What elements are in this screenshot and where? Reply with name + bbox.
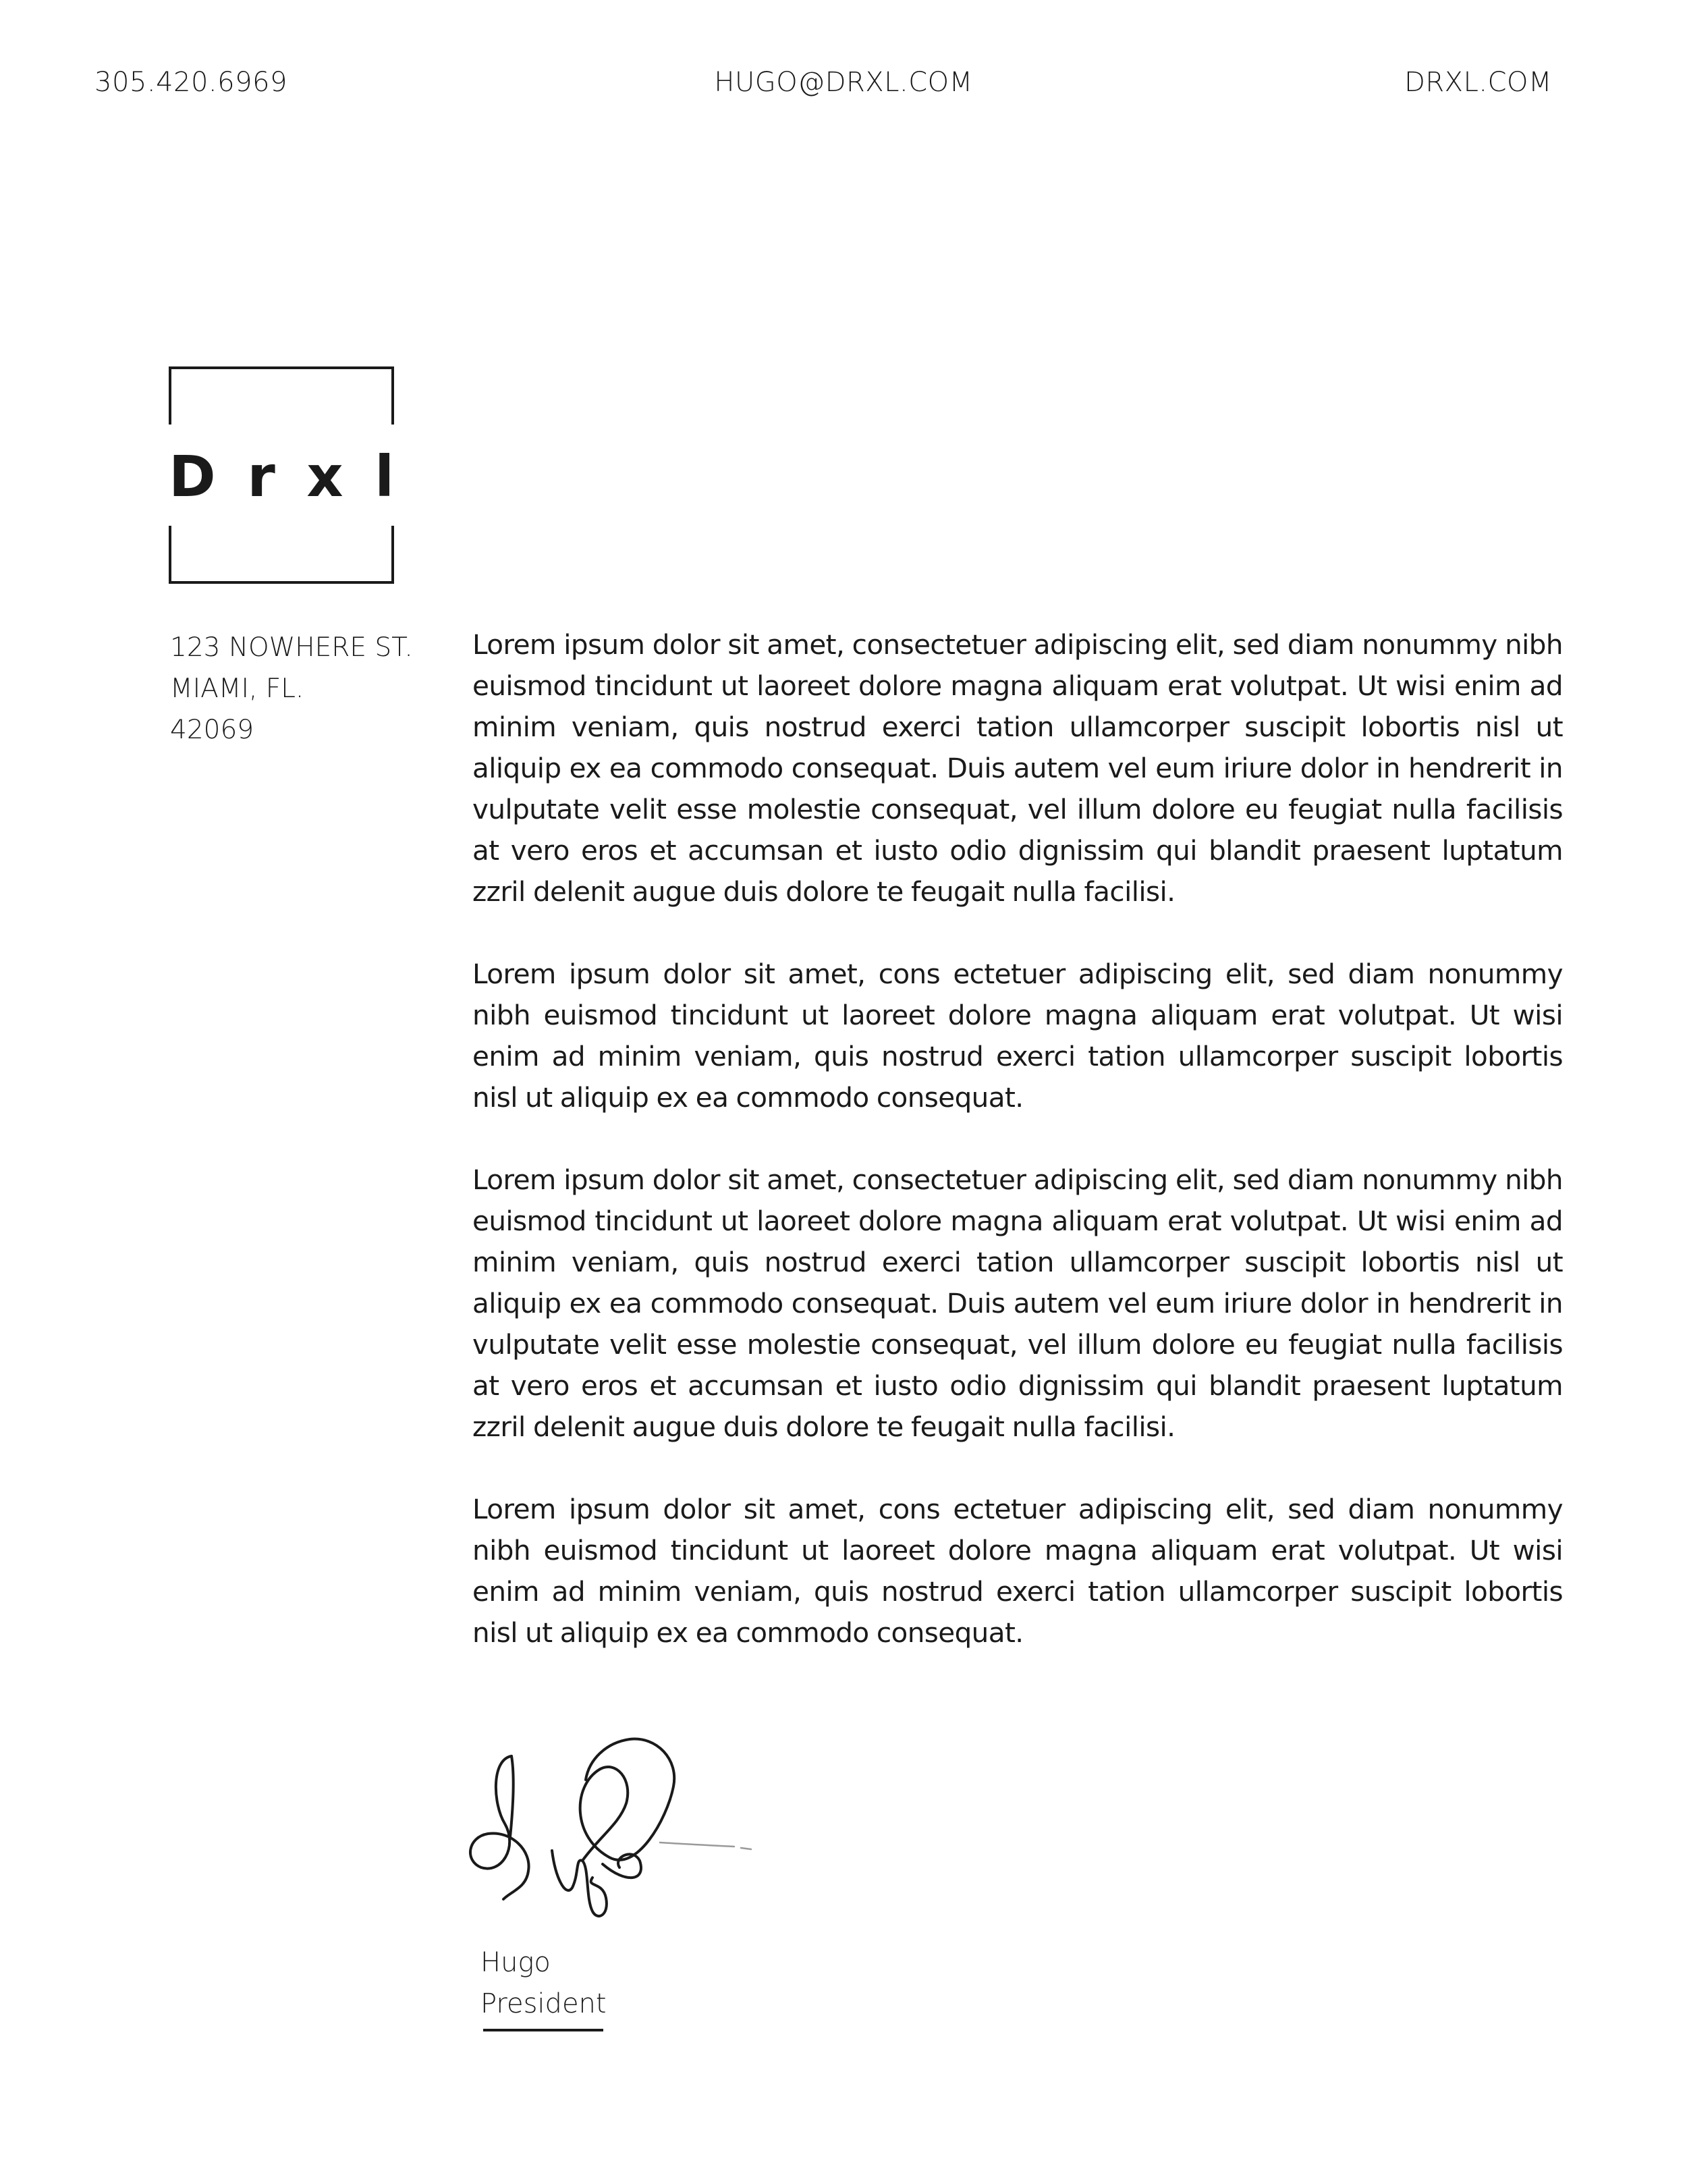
logo-letter-d: D [169, 443, 216, 510]
signer-underline [483, 2029, 603, 2031]
logo-letter-r: r [247, 443, 275, 510]
address-street: 123 NOWHERE ST. [170, 632, 413, 663]
body-paragraph-2: Lorem ipsum dolor sit amet, cons ectetuer adipiscing elit, sed diam nonummy nibh euismod tincidunt ut laoreet dolore magna aliquam erat volutpat. Ut wisi enim ad minim veniam, quis nostrud exerci tation ullamcorper suscipit lobortis nisl ut aliquip ex ea commodo consequat. [472, 958, 1563, 1114]
logo-letter-x: x [306, 443, 343, 510]
letter-body [472, 624, 1563, 1695]
address-zip: 42069 [170, 715, 254, 745]
contact-email: HUGO@DRXL.COM [714, 67, 973, 98]
signer-name: Hugo [480, 1947, 551, 1978]
mailing-address [170, 627, 413, 750]
logo-letter-l: l [375, 443, 394, 510]
signature-icon [464, 1722, 761, 1925]
company-logo [169, 366, 394, 584]
body-paragraph-4: Lorem ipsum dolor sit amet, cons ectetuer adipiscing elit, sed diam nonummy nibh euismod tincidunt ut laoreet dolore magna aliquam erat volutpat. Ut wisi enim ad minim veniam, quis nostrud exerci tation ullamcorper suscipit lobortis nisl ut aliquip ex ea commodo consequat. [472, 1493, 1563, 1649]
signer-title: President [480, 1988, 607, 2019]
body-paragraph-1: Lorem ipsum dolor sit amet, consectetuer adipiscing elit, sed diam nonummy nibh euismod tincidunt ut laoreet dolore magna aliquam erat volutpat. Ut wisi enim ad minim veniam, quis nostrud exerci tation ullamcorper suscipit lobortis nisl ut aliquip ex ea commodo consequat. Duis autem vel eum iriure dolor in hendrerit in vulputate velit esse molestie consequat, vel illum dolore eu feugiat nulla facilisis at vero eros et accumsan et iusto odio dignissim qui blandit praesent luptatum zzril delenit augue duis dolore te feugait nulla facilisi. [472, 628, 1563, 908]
signer-block [480, 1942, 607, 2025]
address-city: MIAMI, FL. [170, 674, 304, 704]
contact-phone: 305.420.6969 [94, 67, 287, 98]
contact-website: DRXL.COM [1404, 67, 1552, 98]
body-paragraph-3: Lorem ipsum dolor sit amet, consectetuer adipiscing elit, sed diam nonummy nibh euismod tincidunt ut laoreet dolore magna aliquam erat volutpat. Ut wisi enim ad minim veniam, quis nostrud exerci tation ullamcorper suscipit lobortis nisl ut aliquip ex ea commodo consequat. Duis autem vel eum iriure dolor in hendrerit in vulputate velit esse molestie consequat, vel illum dolore eu feugiat nulla facilisis at vero eros et accumsan et iusto odio dignissim qui blandit praesent luptatum zzril delenit augue duis dolore te feugait nulla facilisi. [472, 1164, 1563, 1443]
